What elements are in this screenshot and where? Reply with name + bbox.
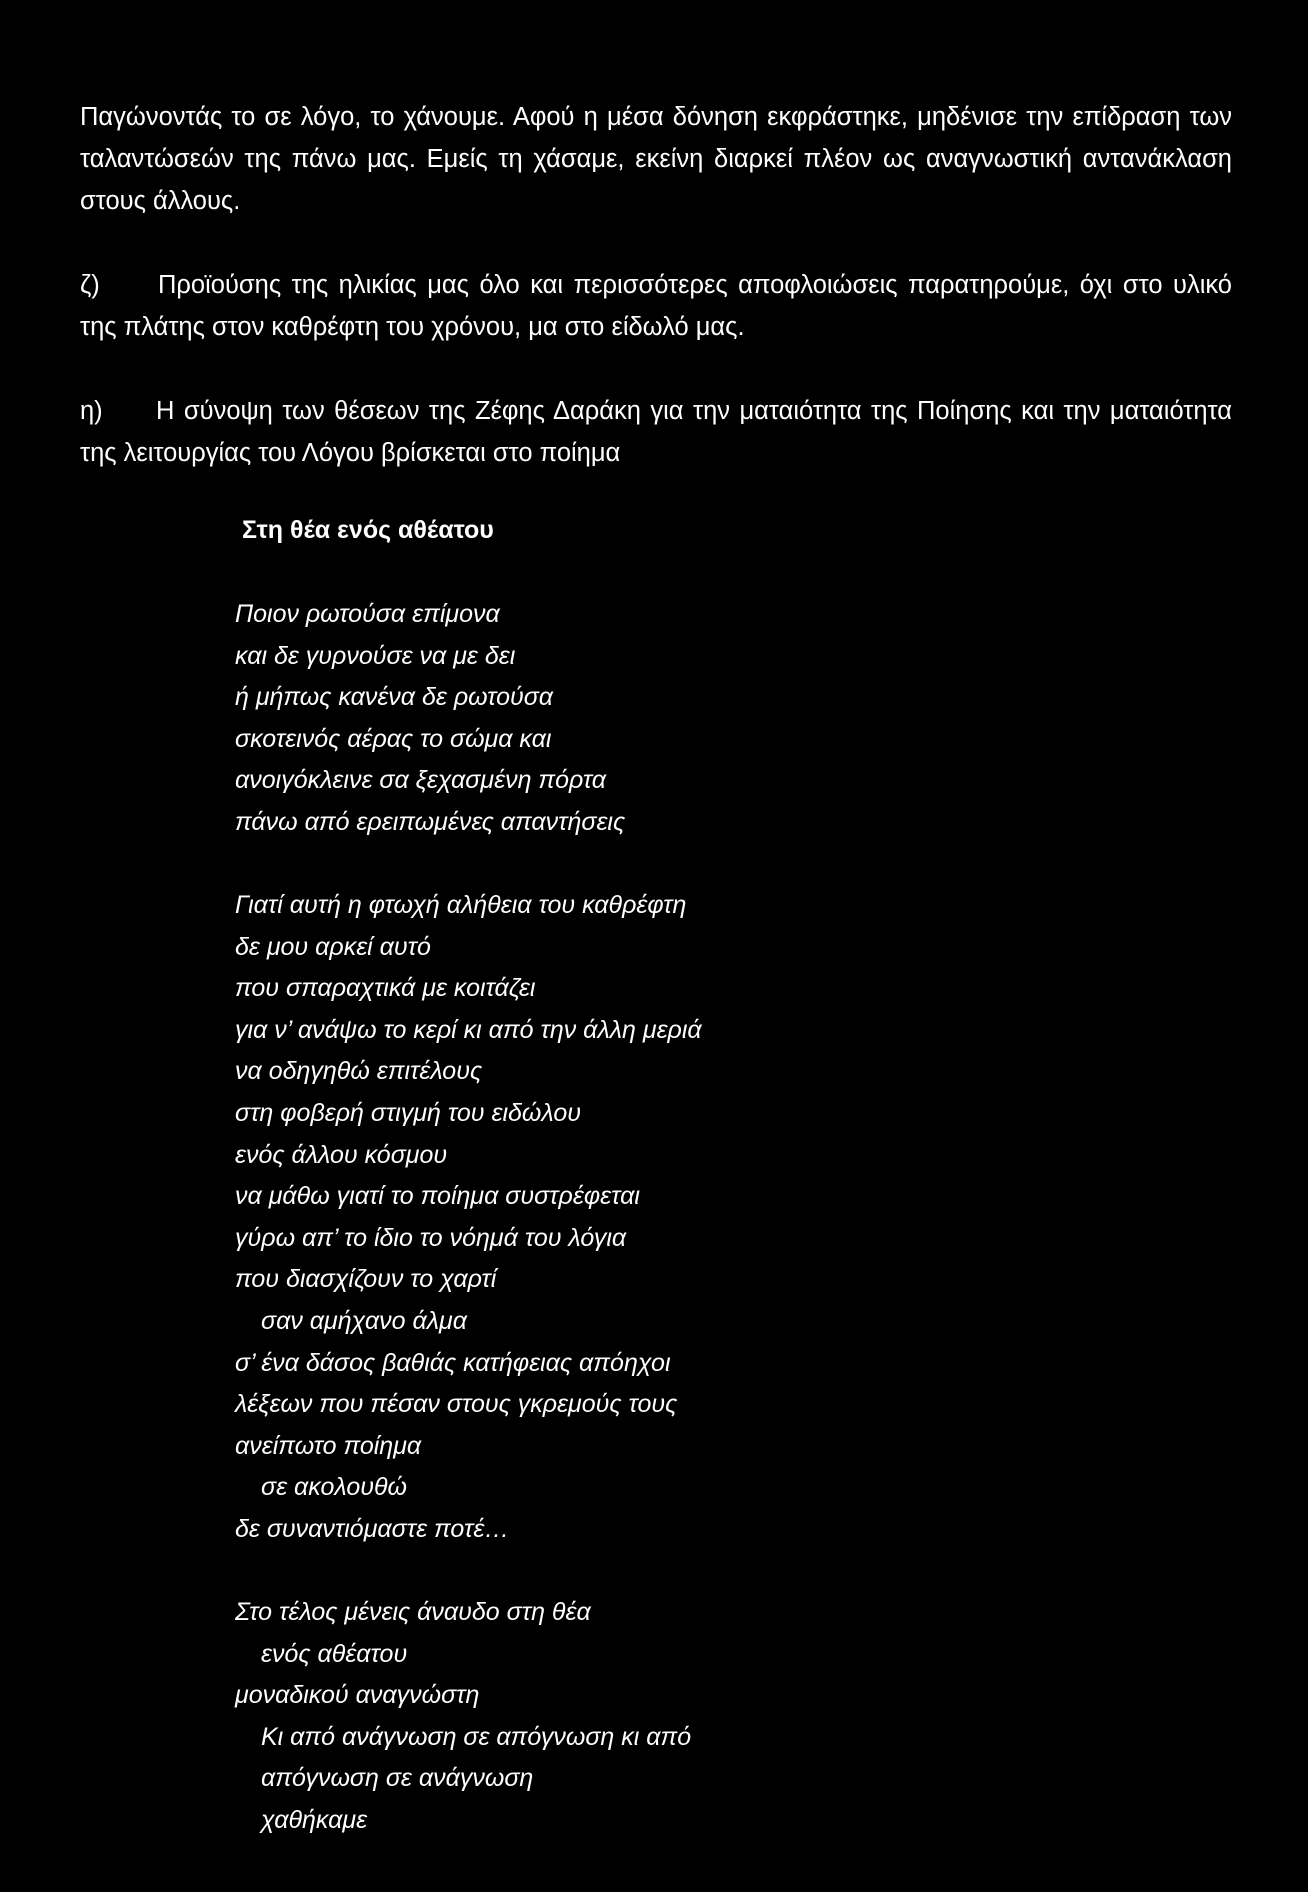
poem-line: ή μήπως κανένα δε ρωτούσα bbox=[235, 683, 554, 712]
poem-stanza-1 bbox=[235, 594, 625, 844]
poem-stanza-2 bbox=[235, 885, 702, 1551]
poem-line: και δε γυρνούσε να με δει bbox=[235, 641, 516, 670]
poem-line: γύρω απ’ το ίδιο το νόημά του λόγια bbox=[235, 1223, 627, 1252]
poem-line: δε μου αρκεί αυτό bbox=[235, 932, 431, 961]
poem-line: μοναδικού αναγνώστη bbox=[235, 1681, 480, 1710]
poem-line: να οδηγηθώ επιτέλους bbox=[235, 1057, 483, 1086]
poem-line: που διασχίζουν το χαρτί bbox=[235, 1265, 497, 1294]
poem-line: Στο τέλος μένεις άναυδο στη θέα bbox=[235, 1598, 591, 1626]
poem-line-indented: χαθήκαμε bbox=[261, 1805, 368, 1834]
poem-line: για ν’ ανάψω το κερί κι από την άλλη μεριά bbox=[235, 1015, 702, 1044]
item-eta-paragraph bbox=[80, 390, 1232, 474]
poem-line-indented: σαν αμήχανο άλμα bbox=[261, 1306, 467, 1335]
item-eta-text: Η σύνοψη των θέσεων της Ζέφης Δαράκη για την ματαιότητα της Ποίησης και την ματαιότητα της λειτουργίας του Λόγου βρίσκεται στο ποίημα bbox=[80, 397, 1232, 467]
poem-line: Γιατί αυτή η φτωχή αλήθεια του καθρέφτη bbox=[235, 891, 687, 919]
poem-line: σκοτεινός αέρας το σώμα και bbox=[235, 724, 552, 753]
poem-line: Ποιον ρωτούσα επίμονα bbox=[235, 600, 500, 628]
poem-line: ανοιγόκλεινε σα ξεχασμένη πόρτα bbox=[235, 766, 607, 795]
poem-line: στη φοβερή στιγμή του ειδώλου bbox=[235, 1098, 581, 1127]
item-z-label: ζ) bbox=[80, 271, 100, 299]
poem-line: λέξεων που πέσαν στους γκρεμούς τους bbox=[235, 1390, 678, 1419]
item-eta-label: η) bbox=[80, 397, 103, 425]
poem-line-indented: σε ακολουθώ bbox=[261, 1473, 407, 1502]
poem-stanza-3 bbox=[235, 1592, 691, 1842]
poem-line: να μάθω γιατί το ποίημα συστρέφεται bbox=[235, 1182, 640, 1211]
poem-line: που σπαραχτικά με κοιτάζει bbox=[235, 974, 536, 1003]
poem-line: σ’ ένα δάσος βαθιάς κατήφειας απόηχοι bbox=[235, 1348, 671, 1377]
poem-line-indented: Κι από ανάγνωση σε απόγνωση κι από bbox=[261, 1722, 692, 1751]
poem-line: δε συναντιόμαστε ποτέ… bbox=[235, 1514, 510, 1543]
poem-title: Στη θέα ενός αθέατου bbox=[242, 516, 494, 544]
paragraph-continuation: Παγώνοντάς το σε λόγο, το χάνουμε. Αφού η μέσα δόνηση εκφράστηκε, μηδένισε την επίδραση των ταλαντώσεών της πάνω μας. Εμείς τη χάσαμε, εκείνη διαρκεί πλέον ως αναγνωστική αντανάκλαση στους άλλους. bbox=[80, 103, 1232, 215]
poem-line: ενός άλλου κόσμου bbox=[235, 1140, 448, 1169]
item-z-text: Προϊούσης της ηλικίας μας όλο και περισσότερες αποφλοιώσεις παρατηρούμε, όχι στο υλικό της πλάτης στον καθρέφτη του χρόνου, μα στο είδωλό μας. bbox=[80, 271, 1232, 341]
poem-line-indented: ενός αθέατου bbox=[261, 1639, 408, 1668]
poem-line-indented: απόγνωση σε ανάγνωση bbox=[261, 1764, 534, 1793]
poem-line: πάνω από ερειπωμένες απαντήσεις bbox=[235, 807, 626, 836]
item-z-paragraph bbox=[80, 264, 1232, 348]
poem-line: ανείπωτο ποίημα bbox=[235, 1431, 422, 1460]
